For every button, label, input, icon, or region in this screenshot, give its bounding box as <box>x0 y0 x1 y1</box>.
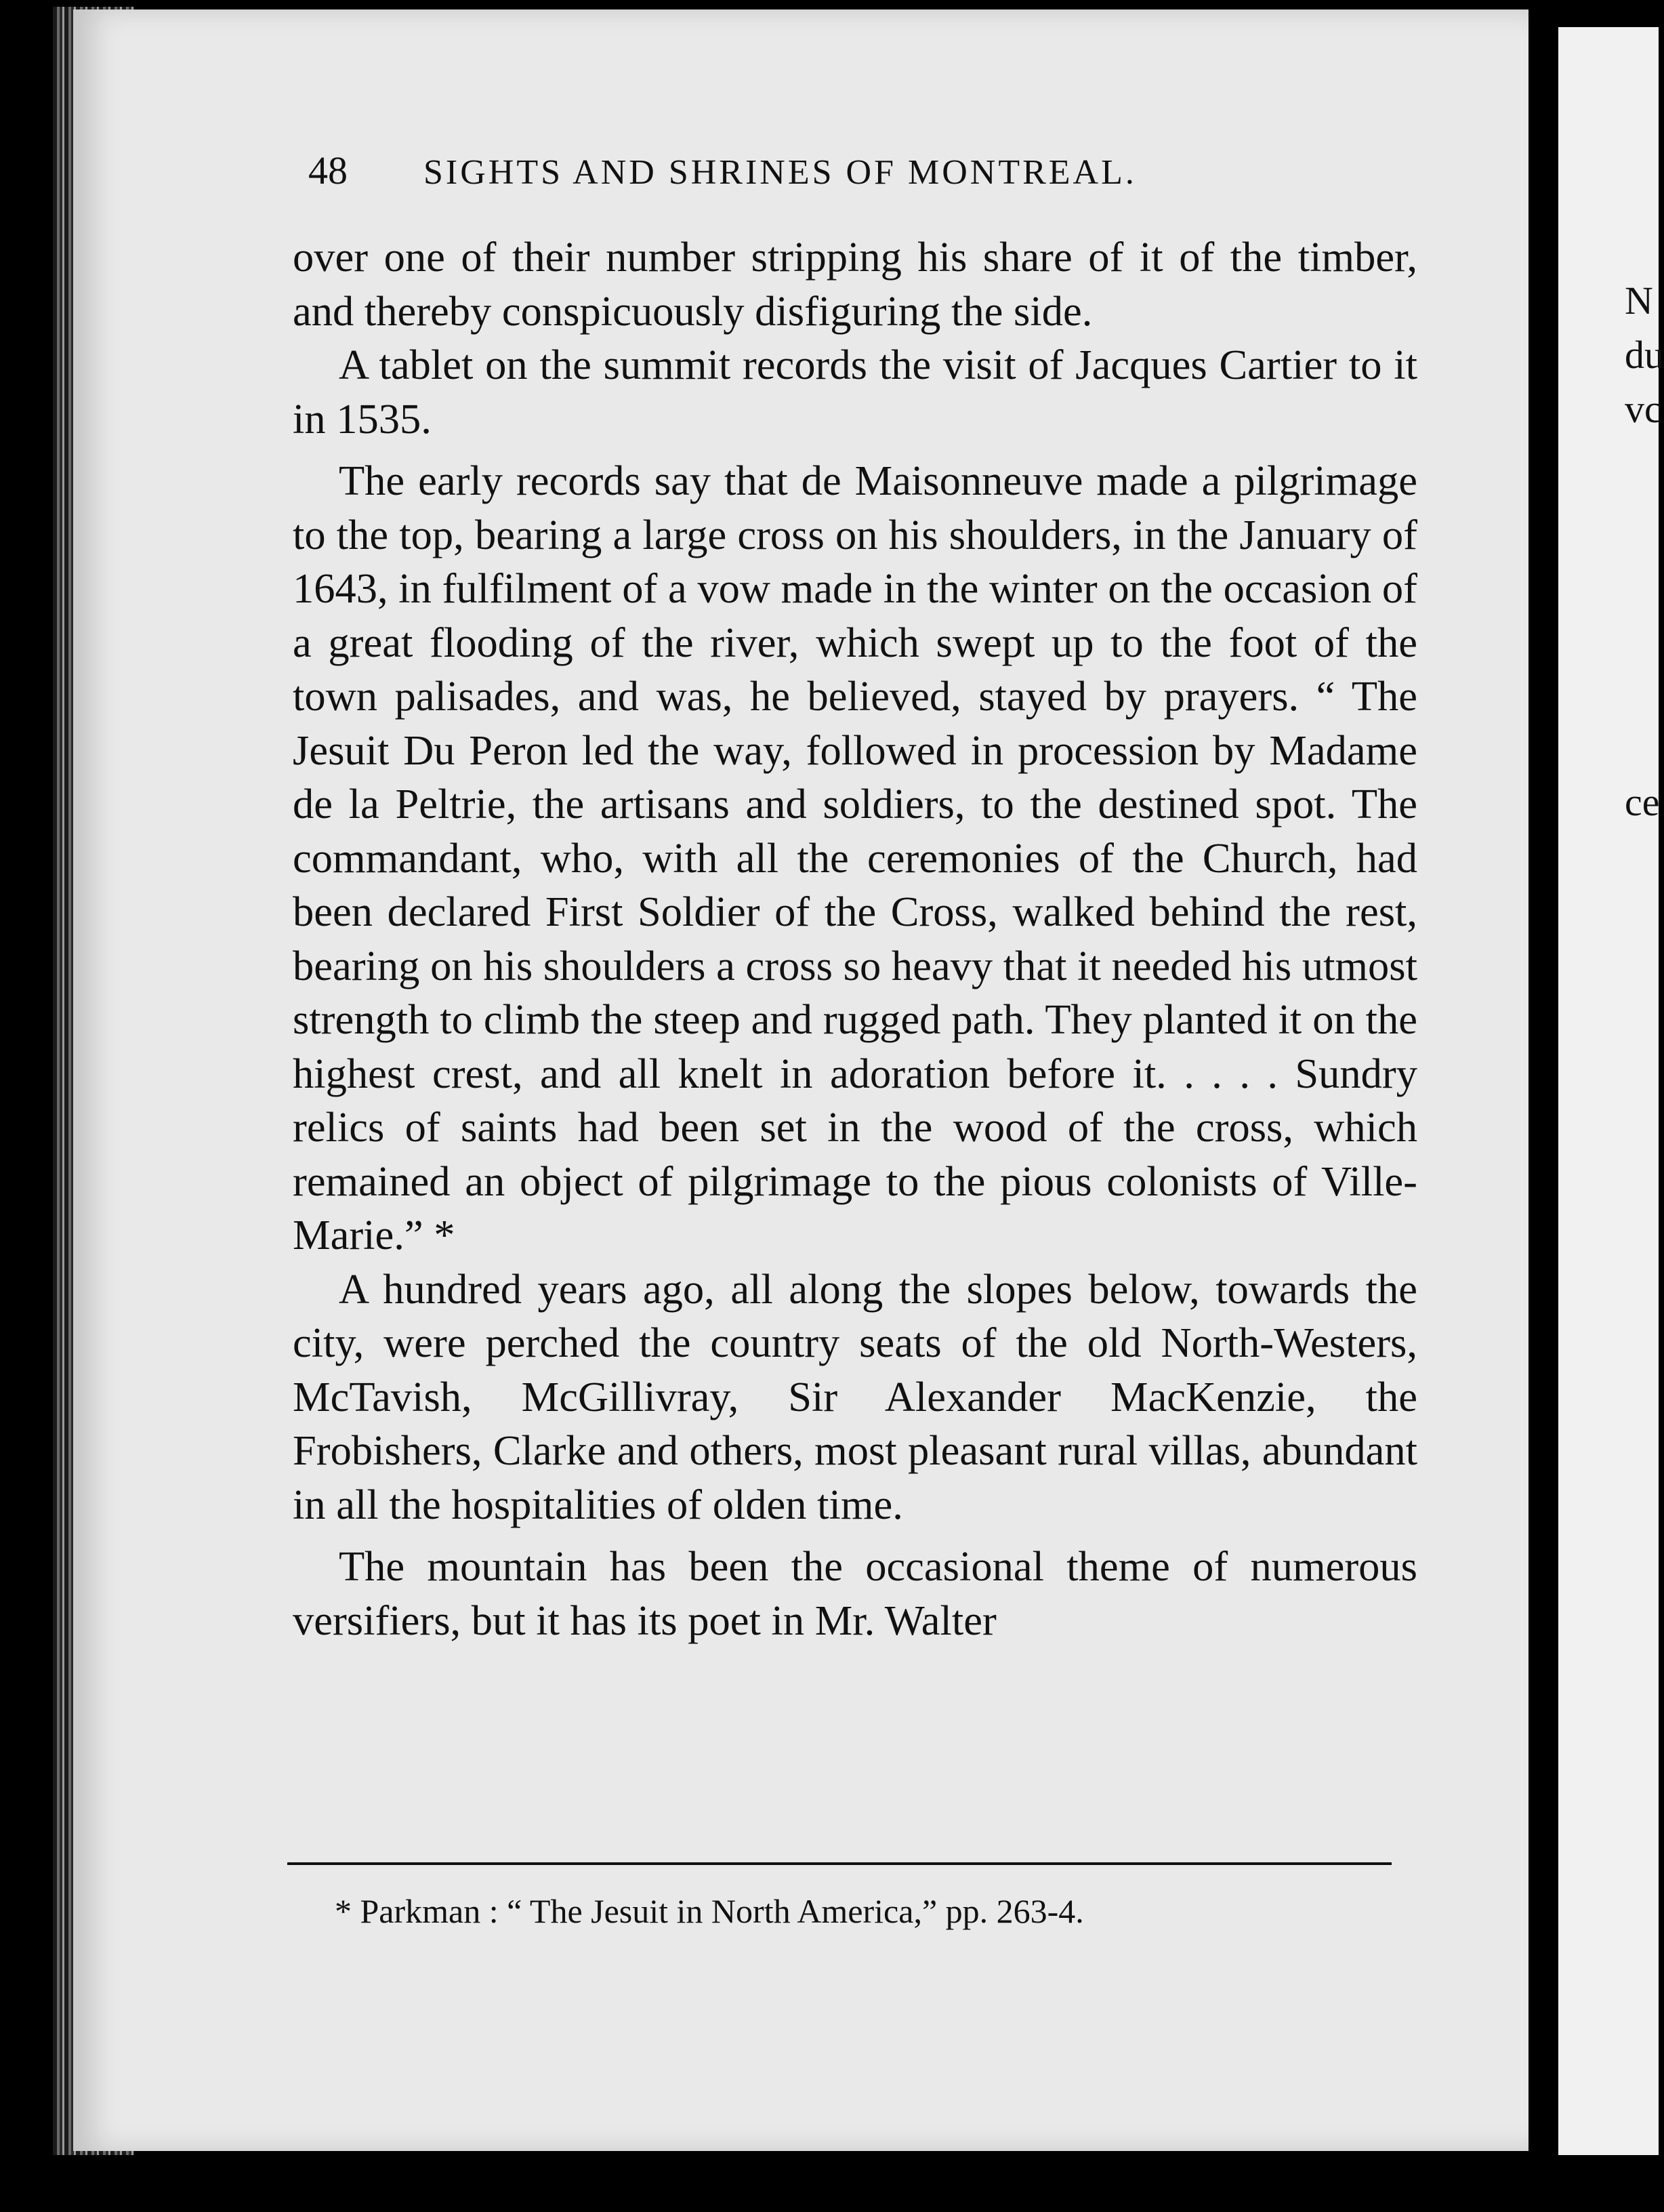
page-number: 48 <box>308 148 348 192</box>
paragraph: The early records say that de Maisonneuve made a pilgrimage to the top, bearing a large cross on his shoulders, in the January of 1643, in fulfilment of a vow made in the winter on the occasion of a great flooding of the river, which swept up to the foot of the town palisades, and was, he believed, stayed by prayers. “ The Jesuit Du Peron led the way, followed in procession by Madame de la Peltrie, the artisans and soldiers, to the destined spot. The commandant, who, with all the ceremonies of the Church, had been declared First Soldier of the Cross, walked behind the rest, bearing on his shoulders a cross so heavy that it needed his utmost strength to climb the steep and rugged path. They planted it on the highest crest, and all knelt in adoration before it. . . . . Sundry relics of saints had been set in the wood of the cross, which remained an object of pilgrimage to the pious colonists of Ville-Marie.” * <box>293 457 1417 1258</box>
paragraph: over one of their number stripping his share of it of the timber, and thereby conspicuously disfiguring the side. <box>293 233 1417 335</box>
next-page-fragment: du <box>1625 333 1664 377</box>
next-page-fragment: vc <box>1625 387 1662 431</box>
paragraph: The mountain has been the occasional theme of numerous versifiers, but it has its poet in Mr. Walter <box>293 1542 1417 1644</box>
next-page-fragment: N <box>1625 279 1653 323</box>
footnote: * Parkman : “ The Jesuit in North America,” pp. 263-4. <box>335 1892 1084 1930</box>
next-page-fragment: ce <box>1625 780 1660 824</box>
footnote-rule <box>287 1862 1392 1865</box>
body-text <box>293 230 1417 1647</box>
running-head: SIGHTS AND SHRINES OF MONTREAL. <box>423 153 1137 192</box>
paragraph: A hundred years ago, all along the slopes below, towards the city, were perched the country seats of the old North-Westers, McTavish, McGillivray, Sir Alexander MacKenzie, the Frobishers, Clarke and others, most pleasant rural villas, abundant in all the hospitalities of olden time. <box>293 1265 1417 1528</box>
next-page-sliver <box>1558 27 1664 2155</box>
page-header <box>308 148 1257 202</box>
paragraph: A tablet on the summit records the visit of Jacques Cartier to it in 1535. <box>293 341 1417 443</box>
